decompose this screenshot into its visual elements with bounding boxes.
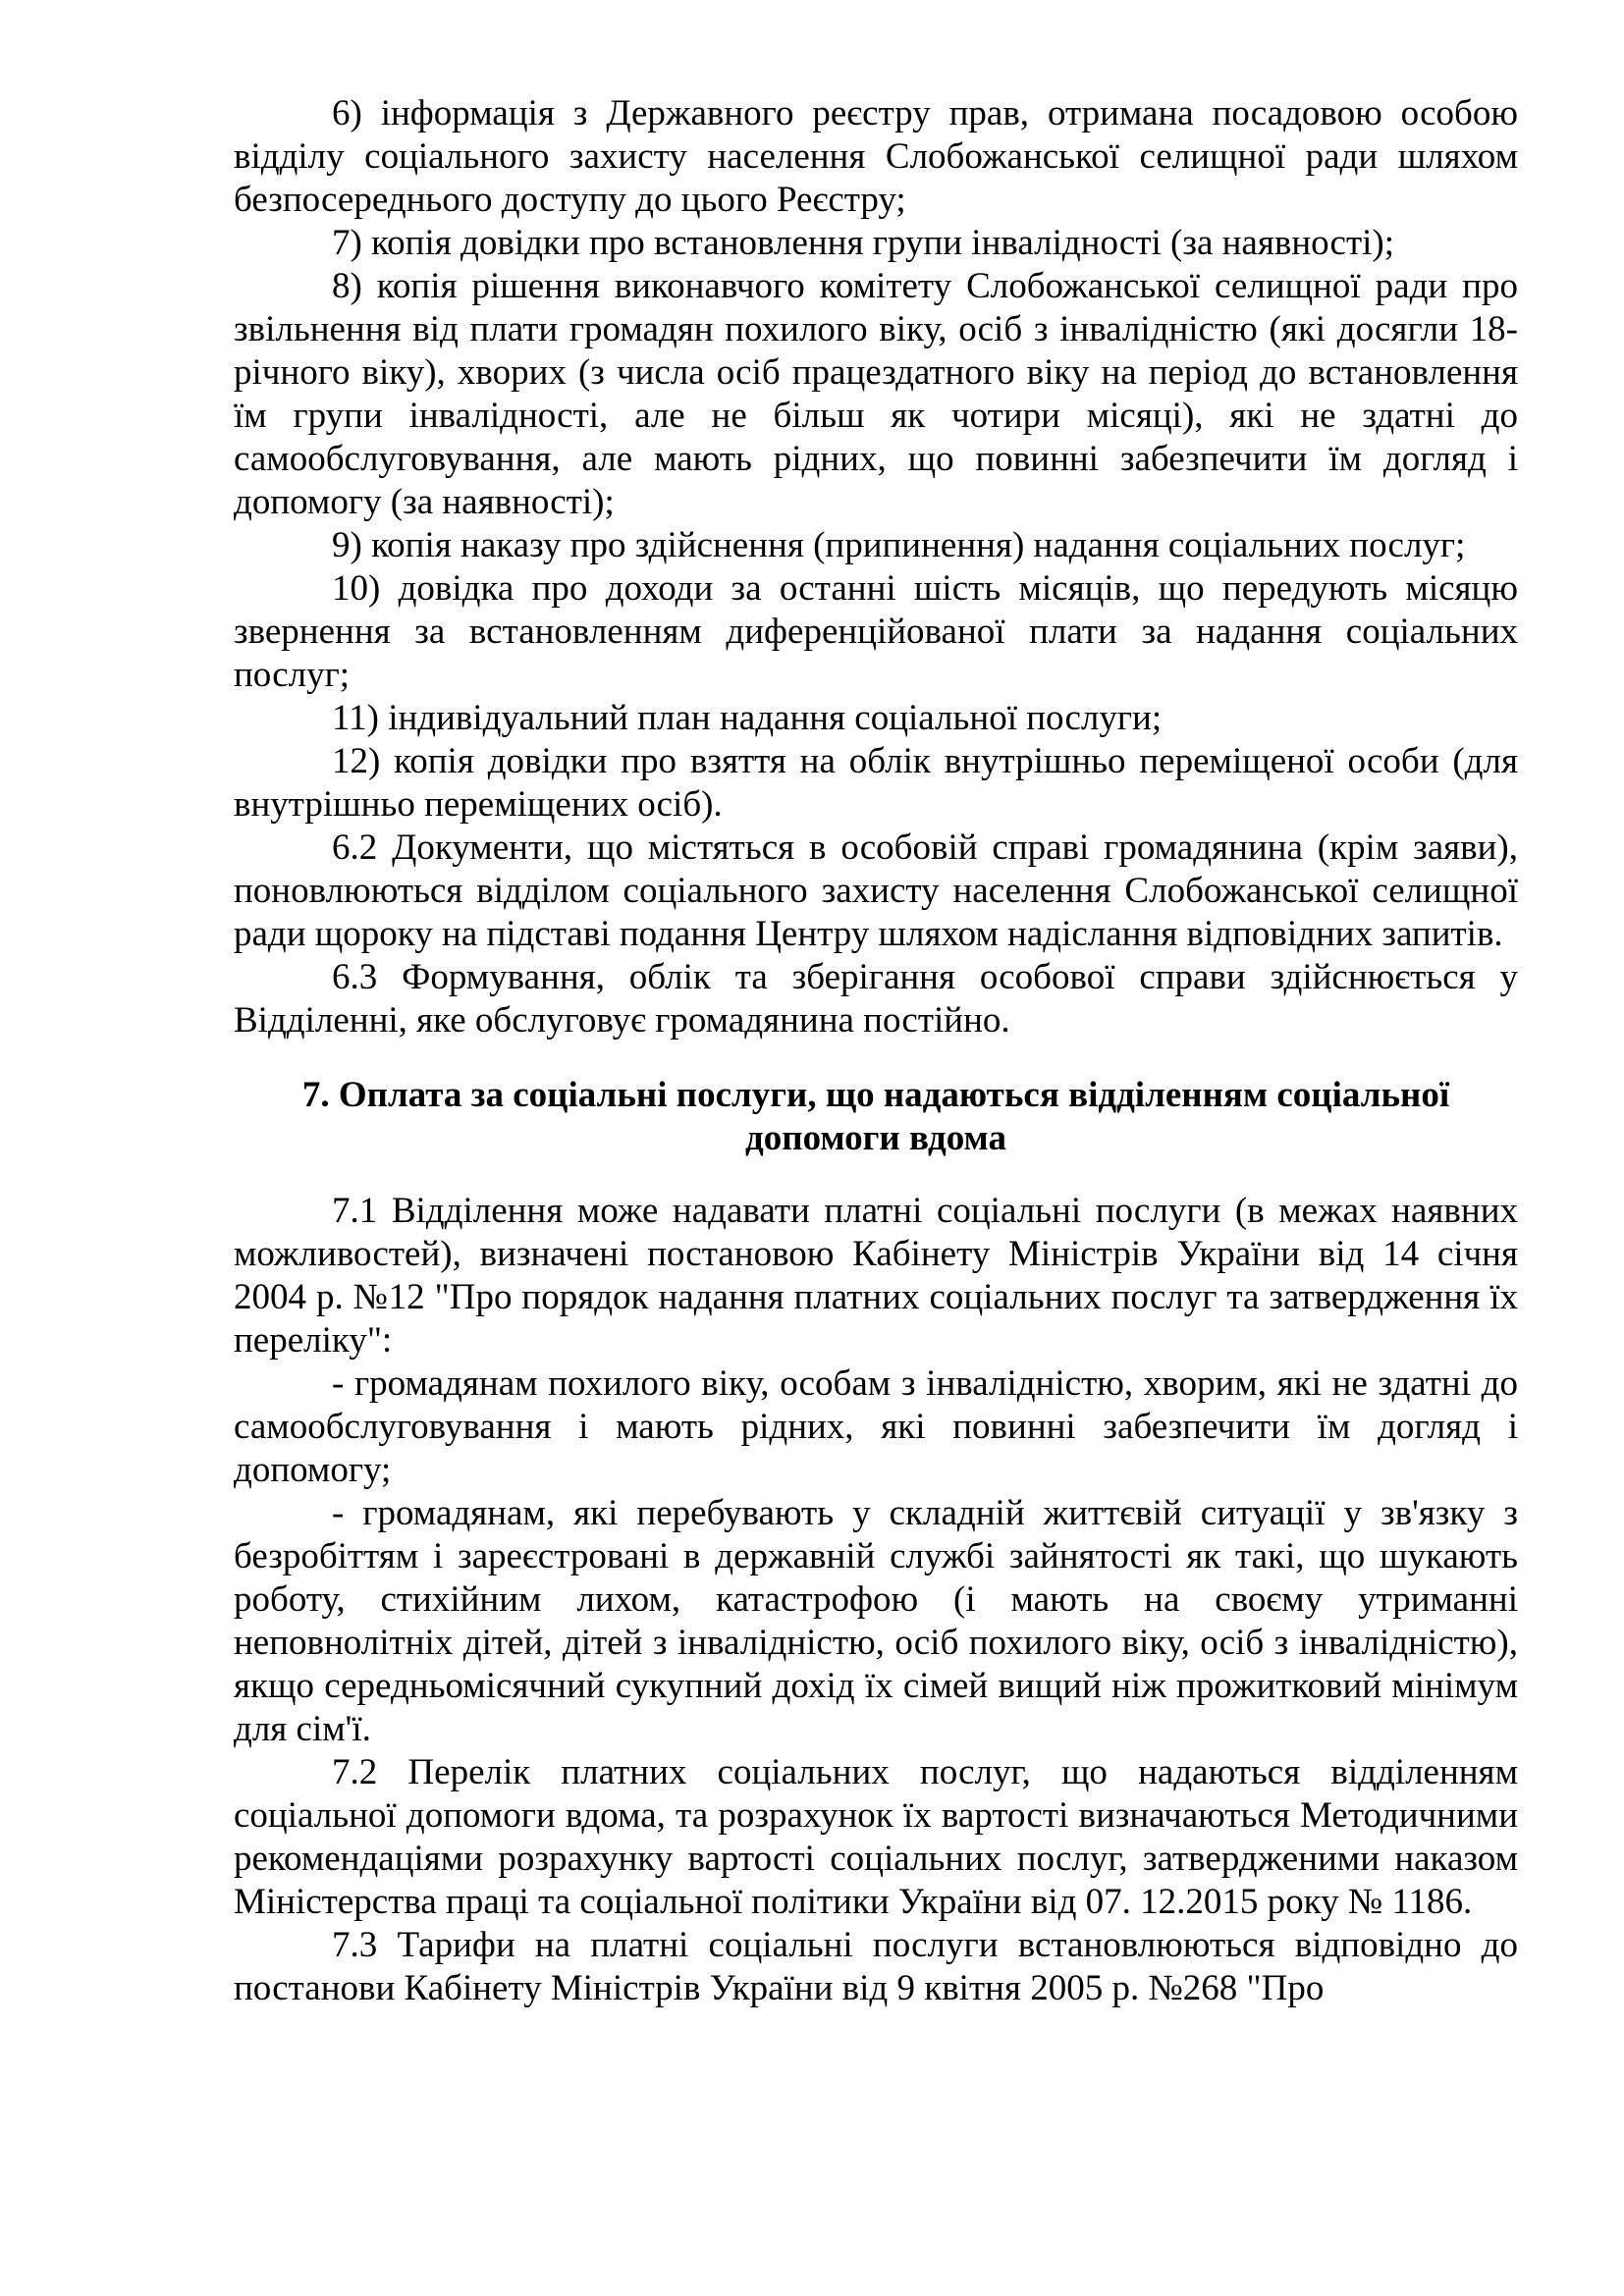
- paragraph-6-2: 6.2 Документи, що містяться в особовій справі громадянина (крім заяви), поновлюються відділом соціального захисту населення Слобожанської селищної ради щороку на підставі подання Центру шляхом надіслання відповідних запитів.: [234, 828, 1518, 954]
- paragraph-7-3: 7.3 Тарифи на платні соціальні послуги встановлюються відповідно до постанови Кабінету Міністрів України від 9 квітня 2005 р. №268 "Про: [234, 1925, 1518, 2008]
- paragraph-item-8: 8) копія рішення виконавчого комітету Слобожанської селищної ради про звільнення від плати громадян похилого віку, осіб з інвалідністю (які досягли 18-річного віку), хворих (з числа осіб працездатного віку на період до встановлення їм групи інвалідності, але не більш як чотири місяці), які не здатні до самообслуговування, але мають рідних, що повинні забезпечити їм догляд і допомогу (за наявності);: [234, 266, 1518, 522]
- paragraph-item-7: 7) копія довідки про встановлення групи інвалідності (за наявності);: [332, 223, 1395, 263]
- paragraph-item-9: 9) копія наказу про здійснення (припинення) надання соціальних послуг;: [332, 525, 1466, 565]
- section-7-heading-line2: допомоги вдома: [745, 1118, 1006, 1158]
- section-7-heading-line1: 7. Оплата за соціальні послуги, що надаються відділенням соціальної: [301, 1075, 1450, 1115]
- paragraph-7-1-bullet-1: - громадянам похилого віку, особам з інвалідністю, хворим, які не здатні до самообслуговування і мають рідних, які повинні забезпечити їм догляд і допомогу;: [234, 1363, 1518, 1490]
- paragraph-item-11: 11) індивідуальний план надання соціальної послуги;: [332, 698, 1163, 738]
- paragraph-6-3: 6.3 Формування, облік та зберігання особової справи здійснюється у Відділенні, яке обслуговує громадянина постійно.: [234, 957, 1518, 1041]
- paragraph-7-1-bullet-2: - громадянам, які перебувають у складній життєвій ситуації у зв'язку з безробіттям і зареєстровані в державній службі зайнятості як такі, що шукають роботу, стихійним лихом, катастрофою (і мають на своєму утриманні неповнолітніх дітей, дітей з інвалідністю, осіб похилого віку, осіб з інвалідністю), якщо середньомісячний сукупний дохід їх сімей вищий ніж прожитковий мінімум для сім'ї.: [234, 1493, 1518, 1749]
- paragraph-item-10: 10) довідка про доходи за останні шість місяців, що передують місяцю звернення за встановленням диференційованої плати за надання соціальних послуг;: [234, 568, 1518, 695]
- paragraph-7-2: 7.2 Перелік платних соціальних послуг, що надаються відділенням соціальної допомоги вдома, та розрахунок їх вартості визначаються Методичними рекомендаціями розрахунку вартості соціальних послуг, затвердженими наказом Міністерства праці та соціальної політики України від 07. 12.2015 року № 1186.: [234, 1752, 1518, 1922]
- section-7-heading: [234, 1074, 1518, 1160]
- paragraph-item-6: 6) інформація з Державного реєстру прав, отримана посадовою особою відділу соціального захисту населення Слобожанської селищної ради шляхом безпосереднього доступу до цього Реєстру;: [234, 93, 1518, 220]
- paragraph-7-1: 7.1 Відділення може надавати платні соціальні послуги (в межах наявних можливостей), визначені постановою Кабінету Міністрів України від 14 січня 2004 р. №12 "Про порядок надання платних соціальних послуг та затвердження їх переліку":: [234, 1191, 1518, 1361]
- paragraph-item-12: 12) копія довідки про взяття на облік внутрішньо переміщеної особи (для внутрішньо переміщених осіб).: [234, 741, 1518, 825]
- document-page: [234, 92, 1518, 2010]
